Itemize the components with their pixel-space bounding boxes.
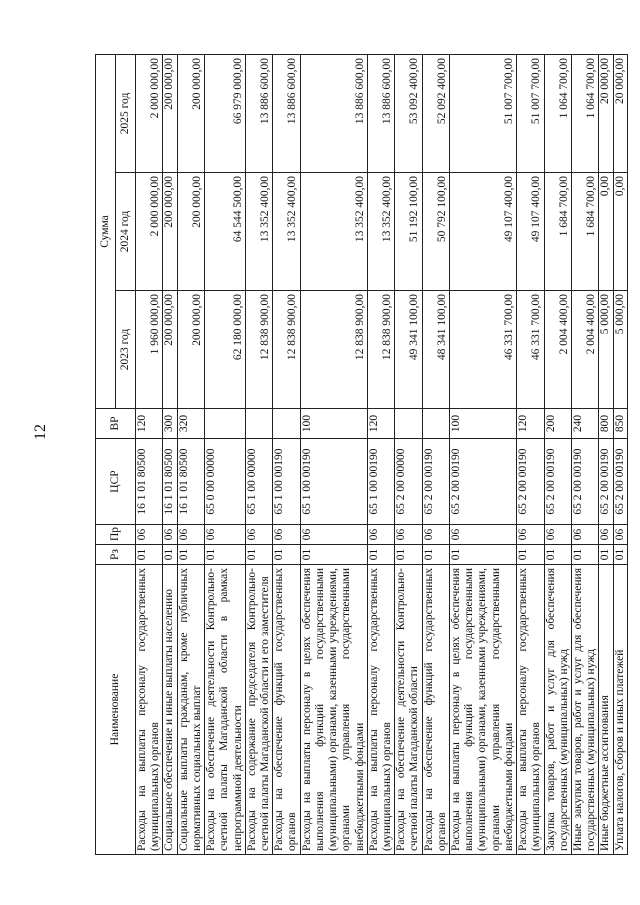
table-row — [422, 54, 449, 854]
cell-y2023: 62 180 000,00 — [205, 291, 246, 409]
cell-vr: 300 — [163, 409, 177, 439]
cell-y2024: 1 684 700,00 — [572, 173, 599, 291]
cell-y2023: 48 341 100,00 — [422, 291, 449, 409]
cell-rz: 01 — [136, 545, 163, 565]
table-row — [273, 54, 300, 854]
header-2025: 2025 год — [116, 54, 136, 172]
cell-name: Расходы на обеспечение функций государственных органов — [422, 565, 449, 855]
cell-csr: 65 2 00 00190 — [613, 439, 627, 525]
cell-name: Расходы на обеспечение функций государственных органов — [273, 565, 300, 855]
cell-y2023: 12 838 900,00 — [273, 291, 300, 409]
cell-pr: 06 — [450, 525, 517, 545]
cell-csr: 16 1 01 80500 — [177, 439, 204, 525]
cell-vr — [422, 409, 449, 439]
table-row — [572, 54, 599, 854]
cell-y2024: 49 107 400,00 — [450, 173, 517, 291]
cell-vr — [205, 409, 246, 439]
cell-y2025: 66 979 000,00 — [205, 54, 246, 172]
cell-pr: 06 — [395, 525, 422, 545]
cell-y2025: 52 092 400,00 — [422, 54, 449, 172]
header-sum: Сумма — [96, 54, 116, 408]
cell-y2023: 5 000,00 — [599, 291, 613, 409]
cell-y2024: 49 107 400,00 — [517, 173, 544, 291]
cell-rz: 01 — [273, 545, 300, 565]
cell-rz: 01 — [450, 545, 517, 565]
cell-y2025: 20 000,00 — [613, 54, 627, 172]
cell-rz: 01 — [544, 545, 571, 565]
cell-csr: 65 1 00 00190 — [273, 439, 300, 525]
table-row — [544, 54, 571, 854]
cell-y2025: 1 064 700,00 — [544, 54, 571, 172]
cell-csr: 65 2 00 00190 — [422, 439, 449, 525]
cell-name: Иные закупки товаров, работ и услуг для обеспечения государственных (муниципальных) нужд — [572, 565, 599, 855]
table-row — [205, 54, 246, 854]
cell-vr: 240 — [572, 409, 599, 439]
cell-csr: 65 1 00 00000 — [245, 439, 272, 525]
cell-csr: 65 1 00 00190 — [367, 439, 394, 525]
cell-y2024: 200 000,00 — [177, 173, 204, 291]
cell-y2023: 46 331 700,00 — [517, 291, 544, 409]
header-csr: ЦСР — [96, 439, 136, 525]
cell-rz: 01 — [422, 545, 449, 565]
table-row — [450, 54, 517, 854]
cell-name: Расходы на выплаты персоналу государственных (муниципальных) органов — [517, 565, 544, 855]
cell-y2023: 1 960 000,00 — [136, 291, 163, 409]
table-row — [367, 54, 394, 854]
table-row — [599, 54, 613, 854]
cell-pr: 06 — [544, 525, 571, 545]
cell-y2024: 13 352 400,00 — [367, 173, 394, 291]
cell-vr: 120 — [136, 409, 163, 439]
table-row — [613, 54, 627, 854]
header-name: Наименование — [96, 565, 136, 855]
cell-vr: 120 — [367, 409, 394, 439]
cell-pr: 06 — [599, 525, 613, 545]
cell-y2025: 51 007 700,00 — [517, 54, 544, 172]
cell-y2024: 200 000,00 — [163, 173, 177, 291]
cell-pr: 06 — [367, 525, 394, 545]
cell-y2024: 13 352 400,00 — [273, 173, 300, 291]
cell-y2023: 49 341 100,00 — [395, 291, 422, 409]
table-row — [177, 54, 204, 854]
cell-y2023: 200 000,00 — [163, 291, 177, 409]
cell-y2025: 13 886 600,00 — [300, 54, 367, 172]
cell-name: Расходы на выплаты персоналу в целях обеспечения выполнения функций государственными (муниципальными) органами, казенными учреждениями, органами управления государственными внебюджетными фондами — [450, 565, 517, 855]
cell-pr: 06 — [517, 525, 544, 545]
cell-name: Расходы на выплаты персоналу государственных (муниципальных) органов — [367, 565, 394, 855]
cell-name: Расходы на обеспечение деятельности Контрольно-счетной палаты Магаданской области — [395, 565, 422, 855]
cell-pr: 06 — [205, 525, 246, 545]
cell-rz: 01 — [572, 545, 599, 565]
cell-pr: 06 — [300, 525, 367, 545]
page-number: 12 — [32, 424, 49, 440]
cell-csr: 65 0 00 00000 — [205, 439, 246, 525]
cell-pr: 06 — [245, 525, 272, 545]
table-row — [300, 54, 367, 854]
cell-y2023: 2 004 400,00 — [544, 291, 571, 409]
cell-y2025: 20 000,00 — [599, 54, 613, 172]
cell-rz: 01 — [245, 545, 272, 565]
cell-y2024: 0,00 — [599, 173, 613, 291]
cell-csr: 16 1 01 80500 — [163, 439, 177, 525]
cell-pr: 06 — [613, 525, 627, 545]
cell-name: Иные бюджетные ассигнования — [599, 565, 613, 855]
table-row — [395, 54, 422, 854]
table-row — [136, 54, 163, 854]
cell-y2025: 53 092 400,00 — [395, 54, 422, 172]
cell-csr: 16 1 01 80500 — [136, 439, 163, 525]
cell-pr: 06 — [572, 525, 599, 545]
cell-csr: 65 2 00 00190 — [544, 439, 571, 525]
cell-rz: 01 — [300, 545, 367, 565]
cell-y2025: 13 886 600,00 — [273, 54, 300, 172]
cell-y2023: 12 838 900,00 — [300, 291, 367, 409]
table-row — [245, 54, 272, 854]
cell-name: Расходы на выплаты персоналу государственных (муниципальных) органов — [136, 565, 163, 855]
cell-y2024: 13 352 400,00 — [300, 173, 367, 291]
cell-rz: 01 — [205, 545, 246, 565]
cell-y2023: 12 838 900,00 — [367, 291, 394, 409]
cell-y2025: 200 000,00 — [177, 54, 204, 172]
cell-csr: 65 1 00 00190 — [300, 439, 367, 525]
cell-rz: 01 — [367, 545, 394, 565]
header-vr: ВР — [96, 409, 136, 439]
cell-vr — [273, 409, 300, 439]
cell-pr: 06 — [177, 525, 204, 545]
cell-y2023: 46 331 700,00 — [450, 291, 517, 409]
cell-pr: 06 — [163, 525, 177, 545]
cell-vr — [245, 409, 272, 439]
header-pr: Пр — [96, 525, 136, 545]
cell-y2024: 51 192 100,00 — [395, 173, 422, 291]
cell-pr: 06 — [273, 525, 300, 545]
cell-rz: 01 — [177, 545, 204, 565]
table-row — [163, 54, 177, 854]
cell-csr: 65 2 00 00190 — [599, 439, 613, 525]
cell-y2023: 5 000,00 — [613, 291, 627, 409]
cell-y2024: 0,00 — [613, 173, 627, 291]
table-row — [517, 54, 544, 854]
cell-vr: 800 — [599, 409, 613, 439]
cell-vr — [395, 409, 422, 439]
cell-csr: 65 2 00 00000 — [395, 439, 422, 525]
cell-y2024: 50 792 100,00 — [422, 173, 449, 291]
cell-rz: 01 — [517, 545, 544, 565]
cell-y2024: 64 544 500,00 — [205, 173, 246, 291]
cell-y2024: 13 352 400,00 — [245, 173, 272, 291]
cell-y2024: 1 684 700,00 — [544, 173, 571, 291]
cell-y2025: 51 007 700,00 — [450, 54, 517, 172]
rotated-table-wrapper — [95, 55, 626, 855]
cell-y2025: 200 000,00 — [163, 54, 177, 172]
cell-y2023: 12 838 900,00 — [245, 291, 272, 409]
cell-y2024: 2 000 000,00 — [136, 173, 163, 291]
cell-name: Закупка товаров, работ и услуг для обеспечения государственных (муниципальных) нужд — [544, 565, 571, 855]
cell-name: Расходы на содержание председателя Контрольно-счетной палаты Магаданской области и его заместителя — [245, 565, 272, 855]
cell-vr: 850 — [613, 409, 627, 439]
cell-rz: 01 — [613, 545, 627, 565]
cell-pr: 06 — [422, 525, 449, 545]
cell-y2025: 1 064 700,00 — [572, 54, 599, 172]
header-2024: 2024 год — [116, 173, 136, 291]
header-rz: Рз — [96, 545, 136, 565]
cell-rz: 01 — [163, 545, 177, 565]
budget-table — [95, 54, 628, 855]
cell-y2023: 200 000,00 — [177, 291, 204, 409]
cell-vr: 200 — [544, 409, 571, 439]
cell-rz: 01 — [395, 545, 422, 565]
cell-name: Расходы на выплаты персоналу в целях обеспечения выполнения функций государственными (муниципальными) органами, казенными учреждениями, органами управления государственными внебюджетными фондами — [300, 565, 367, 855]
cell-name: Социальное обеспечение и иные выплаты населению — [163, 565, 177, 855]
cell-vr: 100 — [300, 409, 367, 439]
cell-pr: 06 — [136, 525, 163, 545]
cell-vr: 120 — [517, 409, 544, 439]
cell-y2025: 13 886 600,00 — [245, 54, 272, 172]
cell-name: Социальные выплаты гражданам, кроме публичных нормативных социальных выплат — [177, 565, 204, 855]
header-2023: 2023 год — [116, 291, 136, 409]
cell-rz: 01 — [599, 545, 613, 565]
cell-name: Уплата налогов, сборов и иных платежей — [613, 565, 627, 855]
cell-csr: 65 2 00 00190 — [517, 439, 544, 525]
cell-name: Расходы на обеспечение деятельности Контрольно-счетной палаты Магаданской области в рамках непрограммной деятельности — [205, 565, 246, 855]
cell-y2025: 2 000 000,00 — [136, 54, 163, 172]
cell-csr: 65 2 00 00190 — [572, 439, 599, 525]
table-body — [136, 54, 628, 854]
cell-y2025: 13 886 600,00 — [367, 54, 394, 172]
cell-csr: 65 2 00 00190 — [450, 439, 517, 525]
cell-vr: 100 — [450, 409, 517, 439]
cell-y2023: 2 004 400,00 — [572, 291, 599, 409]
cell-vr: 320 — [177, 409, 204, 439]
